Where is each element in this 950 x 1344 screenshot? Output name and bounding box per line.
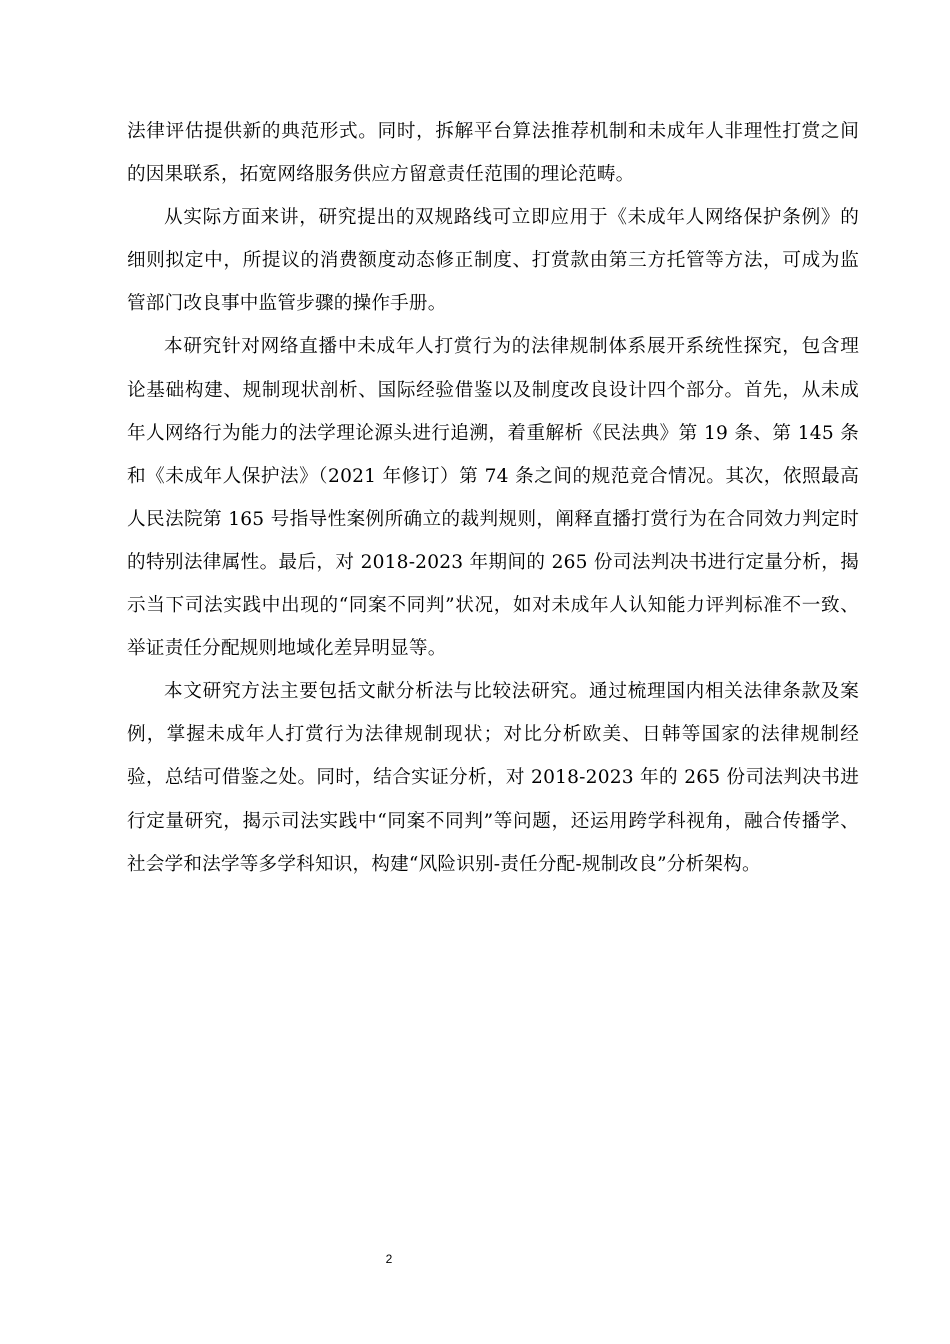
paragraph-practical-significance: 从实际方面来讲，研究提出的双规路线可立即应用于《未成年人网络保护条例》的细则拟定中，所提议的消费额度动态修正制度、打赏款由第三方托管等方法，可成为监管部门改良事中监管步骤的操作手册。 — [127, 207, 859, 315]
body-text — [127, 110, 859, 886]
paragraph-research-methods: 本文研究方法主要包括文献分析法与比较法研究。通过梳理国内相关法律条款及案例，掌握未成年人打赏行为法律规制现状；对比分析欧美、日韩等国家的法律规制经验，总结可借鉴之处。同时，结合实证分析，对 2018-2023 年的 265 份司法判决书进行定量研究，揭示司法实践中“同案不同判”等问题，还运用跨学科视角，融合传播学、社会学和法学等多学科知识，构建“风险识别-责任分配-规制改良”分析架构。 — [127, 681, 859, 875]
page-number: 2 — [385, 1252, 393, 1266]
paragraph-continuation: 法律评估提供新的典范形式。同时，拆解平台算法推荐机制和未成年人非理性打赏之间的因果联系，拓宽网络服务供应方留意责任范围的理论范畴。 — [127, 121, 859, 186]
paragraph-research-content: 本研究针对网络直播中未成年人打赏行为的法律规制体系展开系统性探究，包含理论基础构建、规制现状剖析、国际经验借鉴以及制度改良设计四个部分。首先，从未成年人网络行为能力的法学理论源头进行追溯，着重解析《民法典》第 19 条、第 145 条和《未成年人保护法》（2021 年修订）第 74 条之间的规范竞合情况。其次，依照最高人民法院第 165 号指导性案例所确立的裁判规则，阐释直播打赏行为在合同效力判定时的特别法律属性。最后，对 2018-2023 年期间的 265 份司法判决书进行定量分析，揭示当下司法实践中出现的“同案不同判”状况，如对未成年人认知能力评判标准不一致、举证责任分配规则地域化差异明显等。 — [127, 336, 859, 660]
